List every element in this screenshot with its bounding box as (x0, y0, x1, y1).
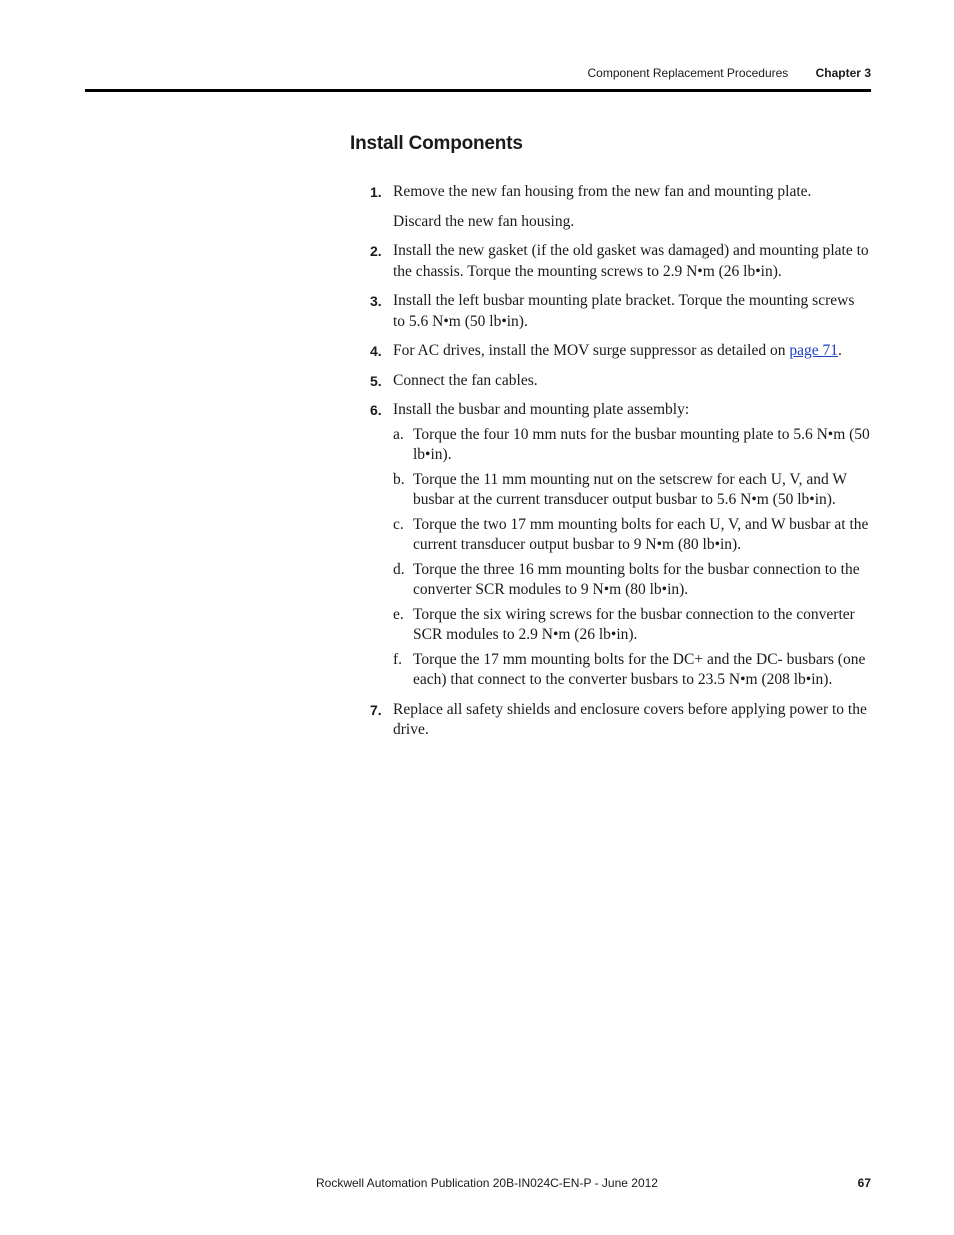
substep-text: Torque the six wiring screws for the busbar connection to the converter SCR modules to 2.9 N•m (26 lb•in). (413, 605, 855, 643)
step-text: Install the busbar and mounting plate assembly: (393, 401, 690, 418)
substep-text: Torque the two 17 mm mounting bolts for each U, V, and W busbar at the current transducer output busbar to 9 N•m (80 lb•in). (413, 515, 869, 553)
substep-text: Torque the three 16 mm mounting bolts for the busbar connection to the converter SCR modules to 9 N•m (80 lb•in). (413, 560, 860, 598)
header-rule (85, 89, 871, 92)
step-number: 2. (370, 243, 382, 259)
substep-letter: d. (393, 560, 405, 578)
step-text: Remove the new fan housing from the new fan and mounting plate. (393, 183, 812, 200)
header-section-title: Component Replacement Procedures (587, 66, 789, 80)
step-3 (370, 291, 870, 332)
step-7 (370, 700, 870, 741)
section-heading: Install Components (350, 133, 523, 154)
step-text: Replace all safety shields and enclosure covers before applying power to the drive. (393, 700, 867, 738)
substep-f (393, 650, 870, 691)
step-1 (370, 182, 870, 232)
step-number: 3. (370, 293, 382, 309)
step-text: Install the left busbar mounting plate bracket. Torque the mounting screws to 5.6 N•m (50 lb•in). (393, 292, 855, 330)
step-text: Install the new gasket (if the old gasket was damaged) and mounting plate to the chassis. Torque the mounting screws to 2.9 N•m (26 lb•in). (393, 242, 869, 280)
step-number: 7. (370, 701, 382, 718)
footer-publication: Rockwell Automation Publication 20B-IN024C-EN-P - June 2012 (316, 1176, 658, 1190)
step-text: Connect the fan cables. (393, 371, 538, 389)
page-number: 67 (857, 1176, 871, 1190)
step-5 (370, 371, 870, 392)
substep-a (393, 425, 870, 466)
page-link[interactable]: page 71 (789, 342, 839, 359)
step-note: Discard the new fan housing. (393, 212, 575, 230)
substep-c (393, 515, 870, 556)
step-6 (370, 400, 870, 691)
header-chapter-label: Chapter 3 (815, 66, 871, 80)
substep-letter: c. (393, 515, 404, 533)
step-number: 6. (370, 402, 382, 418)
procedure-list (370, 182, 870, 750)
substep-list (393, 425, 870, 691)
step-2 (370, 241, 870, 282)
substep-d (393, 560, 870, 601)
substep-text: Torque the 11 mm mounting nut on the setscrew for each U, V, and W busbar at the current transducer output busbar to 5.6 N•m (50 lb•in). (413, 470, 847, 508)
running-header (588, 66, 871, 80)
step-4 (370, 341, 870, 362)
substep-letter: b. (393, 470, 405, 488)
step-number: 5. (370, 372, 382, 389)
substep-letter: e. (393, 605, 404, 623)
step-number: 4. (370, 343, 382, 359)
substep-b (393, 470, 870, 511)
substep-e (393, 605, 870, 646)
step-text (393, 341, 870, 362)
substep-text: Torque the 17 mm mounting bolts for the DC+ and the DC- busbars (one each) that connect to the converter busbars to 23.5 N•m (208 lb•in). (413, 650, 866, 688)
step-number: 1. (370, 184, 382, 200)
step-text-after-link: . (838, 342, 842, 359)
substep-letter: f. (393, 650, 403, 668)
substep-letter: a. (393, 425, 404, 443)
substep-text: Torque the four 10 mm nuts for the busbar mounting plate to 5.6 N•m (50 lb•in). (413, 425, 870, 463)
step-text-before-link: For AC drives, install the MOV surge suppressor as detailed on (393, 342, 790, 359)
